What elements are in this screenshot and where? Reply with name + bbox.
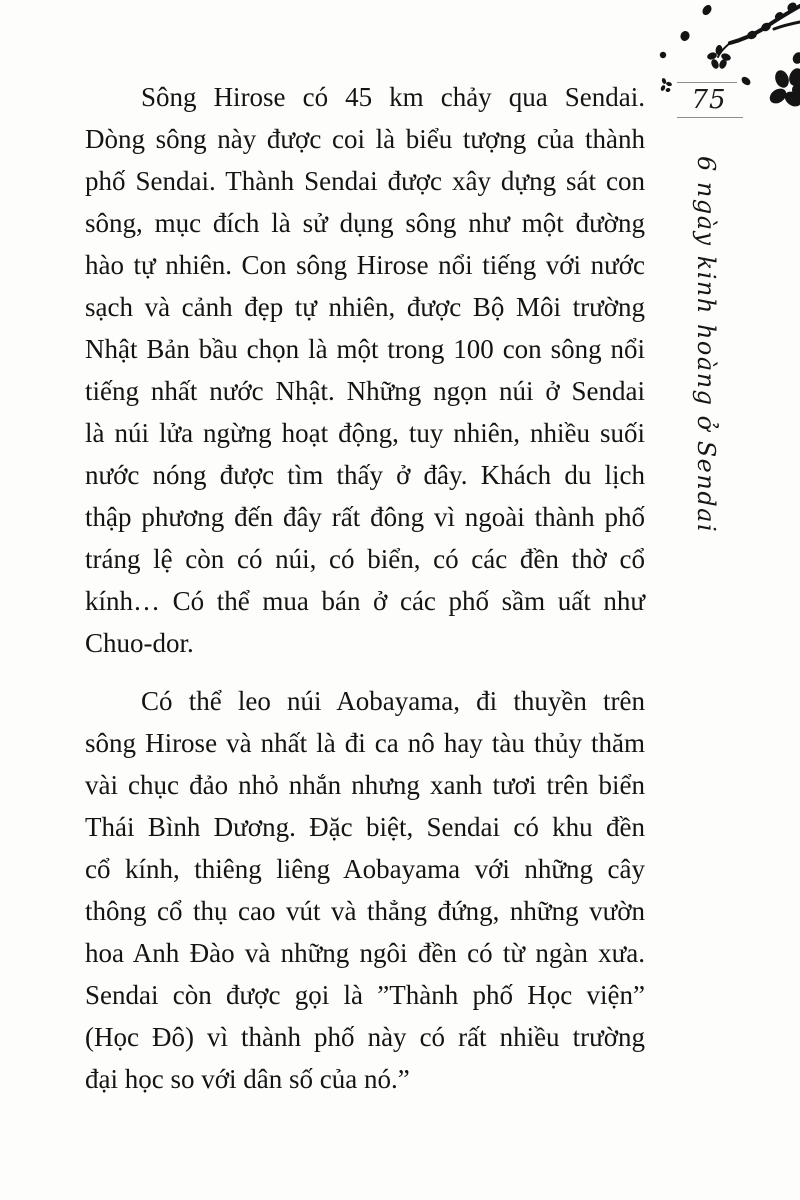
text-line: Chuo-dor.	[85, 628, 194, 658]
page-number-block	[675, 82, 743, 118]
text-line: hoa Anh Đào và những ngôi đền có từ ngàn xưa.	[85, 938, 645, 968]
text-line: là núi lửa ngừng hoạt động, tuy nhiên, nhiều suối	[85, 418, 645, 448]
text-line: sạch và cảnh đẹp tự nhiên, được Bộ Môi trường	[85, 292, 645, 322]
text-line: thập phương đến đây rất đông vì ngoài thành phố	[85, 502, 645, 532]
body-text	[85, 76, 645, 1116]
text-line: vài chục đảo nhỏ nhắn nhưng xanh tươi trên biển	[85, 770, 645, 800]
text-line: Nhật Bản bầu chọn là một trong 100 con sông nổi	[85, 334, 645, 364]
text-line: sông, mục đích là sử dụng sông như một đường	[85, 208, 645, 238]
text-line: sông Hirose và nhất là đi ca nô hay tàu thủy thăm	[85, 728, 645, 758]
text-line: Có thể leo núi Aobayama, đi thuyền trên	[141, 686, 645, 716]
text-line: kính… Có thể mua bán ở các phố sầm uất như	[85, 586, 645, 616]
text-line: nước nóng được tìm thấy ở đây. Khách du lịch	[85, 460, 645, 490]
page-number-rule-bottom	[677, 117, 743, 118]
paragraph	[85, 76, 645, 664]
text-line: cổ kính, thiêng liêng Aobayama với những cây	[85, 854, 645, 884]
text-line: Dòng sông này được coi là biểu tượng của thành	[85, 124, 645, 154]
text-line: tiếng nhất nước Nhật. Những ngọn núi ở Sendai	[85, 376, 645, 406]
text-line: (Học Đô) vì thành phố này có rất nhiều trường	[85, 1022, 645, 1052]
text-line: hào tự nhiên. Con sông Hirose nổi tiếng với nước	[85, 250, 645, 280]
text-line: tráng lệ còn có núi, có biển, có các đền thờ cổ	[85, 544, 645, 574]
chapter-title-vertical: 6 ngày kinh hoàng ở Sendai	[692, 156, 720, 534]
text-line: Sông Hirose có 45 km chảy qua Sendai.	[141, 82, 645, 112]
text-line: đại học so với dân số của nó.”	[85, 1064, 410, 1094]
text-line: Thái Bình Dương. Đặc biệt, Sendai có khu đền	[85, 812, 645, 842]
text-line: phố Sendai. Thành Sendai được xây dựng sát con	[85, 166, 645, 196]
text-line: thông cổ thụ cao vút và thẳng đứng, những vườn	[85, 896, 645, 926]
paragraph	[85, 680, 645, 1100]
text-line: Sendai còn được gọi là ”Thành phố Học viện”	[85, 980, 645, 1010]
page-number: 75	[691, 85, 727, 115]
